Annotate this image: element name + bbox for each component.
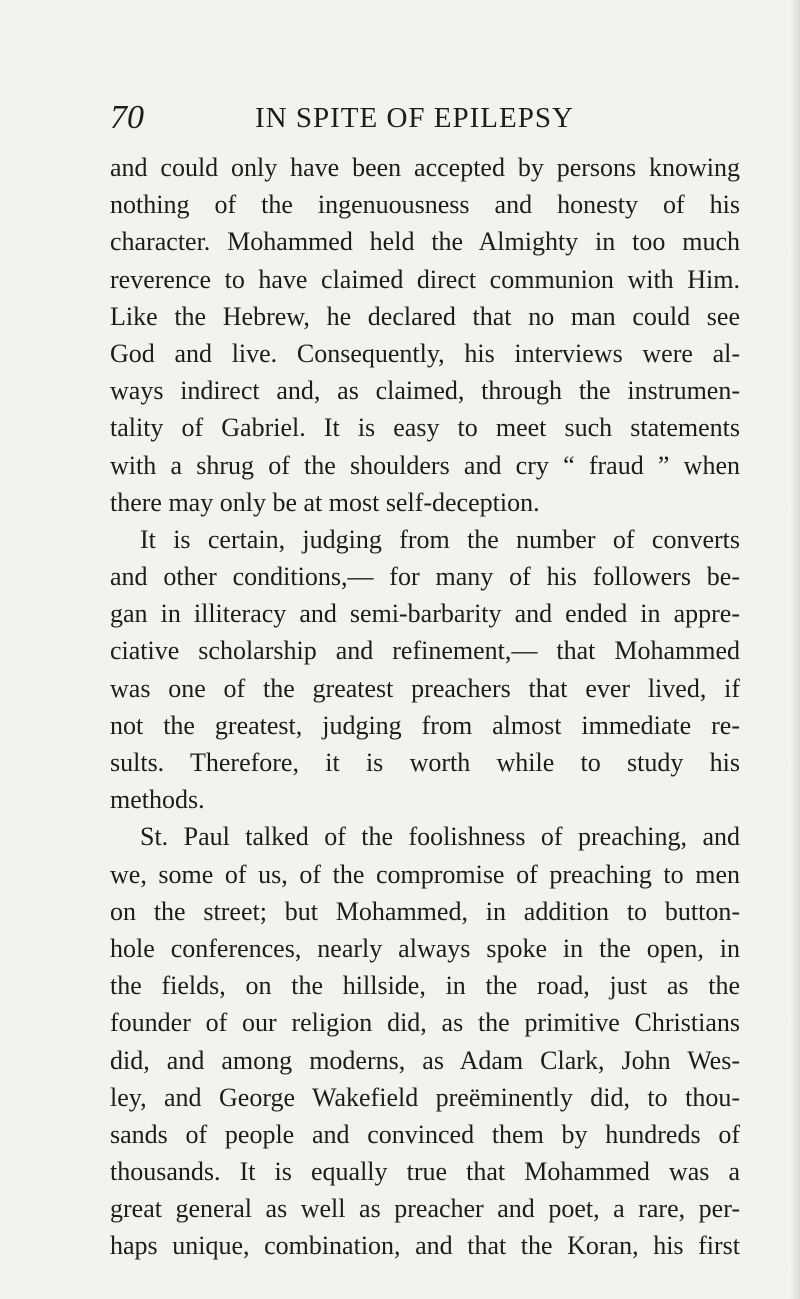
text-line: ley, and George Wakefield preëminently did, to thou- xyxy=(110,1082,740,1112)
text-line: great general as well as preacher and poet, a rare, per- xyxy=(110,1194,740,1224)
text-line: Like the Hebrew, he declared that no man could see xyxy=(110,301,740,331)
running-head: IN SPITE OF EPILEPSY xyxy=(255,102,574,134)
text-line: on the street; but Mohammed, in addition to button- xyxy=(110,896,740,926)
text-line: and other conditions,— for many of his followers be- xyxy=(110,562,740,592)
text-line: reverence to have claimed direct communion with Him. xyxy=(110,264,740,294)
text-line: methods. xyxy=(110,785,205,815)
text-line: with a shrug of the shoulders and cry “ fraud ” when xyxy=(110,450,740,480)
text-line: ciative scholarship and refinement,— that Mohammed xyxy=(110,636,740,666)
page-number: 70 xyxy=(110,99,144,136)
text-line: haps unique, combination, and that the Koran, his first xyxy=(110,1231,740,1261)
page-edge-shadow xyxy=(790,0,800,1299)
text-line: gan in illiteracy and semi-barbarity and ended in appre- xyxy=(110,599,740,629)
text-line: there may only be at most self-deception. xyxy=(110,487,540,517)
text-line: thousands. It is equally true that Mohammed was a xyxy=(110,1157,740,1187)
text-line: the fields, on the hillside, in the road, just as the xyxy=(110,971,740,1001)
text-line: hole conferences, nearly always spoke in the open, in xyxy=(110,933,740,963)
text-line: was one of the greatest preachers that ever lived, if xyxy=(110,673,740,703)
text-line: sands of people and convinced them by hundreds of xyxy=(110,1119,740,1149)
paragraph-start-line: St. Paul talked of the foolishness of preaching, and xyxy=(140,822,740,852)
text-line: character. Mohammed held the Almighty in too much xyxy=(110,227,740,257)
text-line: ways indirect and, as claimed, through the instrumen- xyxy=(110,376,740,406)
text-line: did, and among moderns, as Adam Clark, John Wes- xyxy=(110,1045,740,1075)
page-header xyxy=(0,96,800,140)
text-line: tality of Gabriel. It is easy to meet such statements xyxy=(110,413,740,443)
text-line: and could only have been accepted by persons knowing xyxy=(110,153,740,182)
text-line: sults. Therefore, it is worth while to study his xyxy=(110,748,740,777)
text-line: nothing of the ingenuousness and honesty of his xyxy=(110,190,740,220)
paragraph-start-line: It is certain, judging from the number of converts xyxy=(140,524,740,554)
text-line: founder of our religion did, as the primitive Christians xyxy=(110,1008,740,1038)
text-line: God and live. Consequently, his interviews were al- xyxy=(110,338,740,368)
body-text xyxy=(110,149,740,1265)
text-line: not the greatest, judging from almost immediate re- xyxy=(110,710,740,740)
text-line: we, some of us, of the compromise of preaching to men xyxy=(110,859,740,889)
